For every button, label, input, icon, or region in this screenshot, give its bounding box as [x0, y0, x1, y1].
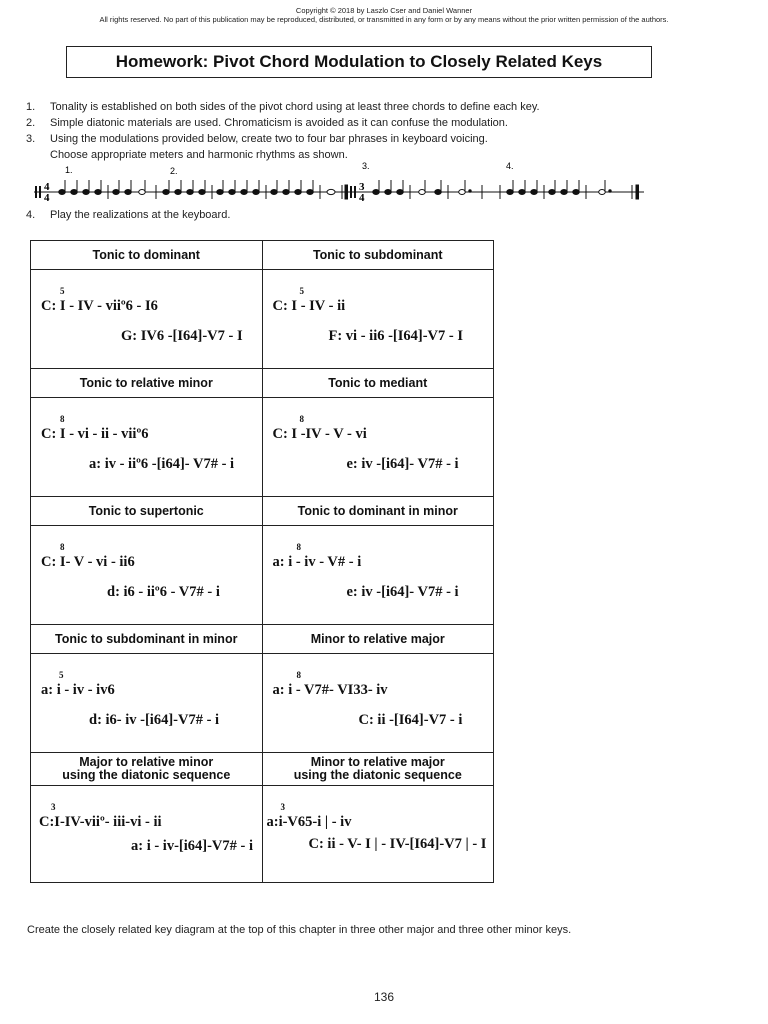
instruction-text: Play the realizations at the keyboard. — [50, 209, 231, 221]
progression-line-1: C: I -IV - V - vi — [272, 426, 367, 442]
progression-line-2: a: iv - iiº6 -[i64]- V7# - i — [89, 456, 235, 472]
modulation-table — [30, 240, 494, 883]
progression-line-2: d: i6- iv -[i64]-V7# - i — [89, 712, 220, 728]
progression-line-1: a: i - V7#- VI33- iv — [272, 682, 388, 698]
progression-line-1: a: i - iv - iv6 — [41, 682, 115, 698]
rhythm-label: 3. — [362, 161, 370, 171]
header-line: using the diatonic sequence — [62, 768, 231, 782]
progression-line-1: a:i-V65-i | - iv — [266, 814, 352, 830]
cell-header: Tonic to dominant in minor — [262, 497, 494, 526]
progression-line-1: C: I - IV - viiº6 - I6 — [41, 298, 158, 314]
cell-tonic-to-relative-minor — [31, 398, 263, 497]
instruction-number: 2. — [26, 117, 36, 129]
cell-tonic-to-subdominant — [262, 270, 494, 369]
table-row — [31, 270, 494, 369]
instruction-number: 1. — [26, 101, 36, 113]
table-header-row — [31, 369, 494, 398]
progression-line-2: d: i6 - iiº6 - V7# - i — [107, 584, 220, 600]
table-header-row — [31, 497, 494, 526]
instruction-number: 4. — [26, 209, 36, 221]
progression-line-1: C: I - vi - ii - viiº6 — [41, 426, 149, 442]
rhythm-label: 1. — [65, 165, 73, 175]
progression-line-1: C: I- V - vi - ii6 — [41, 554, 135, 570]
progression-line-1: a: i - iv - V# - i — [272, 554, 362, 570]
instruction-text: Simple diatonic materials are used. Chromaticism is avoided as it can confuse the modulation. — [50, 117, 508, 129]
copyright-line: Copyright © 2018 by Laszlo Cser and Daniel Wanner — [295, 6, 473, 15]
page-title: Homework: Pivot Chord Modulation to Closely Related Keys — [66, 46, 652, 78]
header-line: using the diatonic sequence — [293, 768, 462, 782]
instruction-text: Using the modulations provided below, create two to four bar phrases in keyboard voicing. — [50, 133, 488, 145]
instruction-item — [26, 131, 540, 147]
header-line: Major to relative minor — [79, 755, 214, 769]
cell-header: Tonic to supertonic — [31, 497, 263, 526]
cell-header: Tonic to dominant — [31, 241, 263, 270]
progression-line-2: a: i - iv-[i64]-V7# - i — [131, 838, 254, 854]
rhythm-label: 4. — [506, 161, 514, 171]
table-header-row — [31, 625, 494, 654]
soprano-position: 3 — [280, 802, 285, 812]
table-row — [31, 786, 494, 883]
instruction-list-end — [26, 207, 230, 223]
table-header-row — [31, 241, 494, 270]
cell-tonic-to-subdominant-in-minor — [31, 654, 263, 753]
time-sig-top: 4 — [44, 181, 50, 193]
table-row — [31, 654, 494, 753]
cell-header: Minor to relative major — [262, 625, 494, 654]
cell-major-to-relative-minor-sequence — [31, 786, 263, 883]
cell-minor-to-relative-major-sequence — [262, 786, 494, 883]
cell-header — [31, 753, 263, 786]
header-line: Minor to relative major — [310, 755, 445, 769]
progression-line-2: C: ii -[I64]-V7 - i — [358, 712, 463, 728]
rights-line: All rights reserved. No part of this publication may be reproduced, distributed, or transmitted in any form or by any means without the prior written permission of the authors. — [99, 15, 669, 24]
table-row — [31, 526, 494, 625]
soprano-position: 8 — [60, 542, 65, 552]
progression-line-1: C: I - IV - ii — [272, 298, 346, 314]
instruction-text: Choose appropriate meters and harmonic rhythms as shown. — [50, 149, 348, 161]
instruction-item — [26, 99, 540, 115]
instruction-number: 3. — [26, 133, 36, 145]
cell-header: Tonic to subdominant in minor — [31, 625, 263, 654]
rhythm-label: 2. — [170, 166, 178, 176]
soprano-position: 8 — [296, 670, 301, 680]
instruction-item — [26, 207, 230, 223]
soprano-position: 5 — [299, 286, 304, 296]
table-header-row — [31, 753, 494, 786]
soprano-position: 8 — [296, 542, 301, 552]
rhythm-staff-svg — [28, 160, 650, 206]
copyright-notice — [0, 6, 768, 24]
progression-line-2: e: iv -[i64]- V7# - i — [346, 584, 459, 600]
soprano-position: 8 — [299, 414, 304, 424]
rhythm-staff — [28, 160, 650, 206]
soprano-position: 3 — [51, 802, 56, 812]
cell-tonic-to-mediant — [262, 398, 494, 497]
cell-tonic-to-dominant-in-minor — [262, 526, 494, 625]
instruction-text: Tonality is established on both sides of the pivot chord using at least three chords to define each key. — [50, 101, 540, 113]
example-1-notes — [59, 180, 348, 199]
example-3-4-notes — [373, 180, 639, 199]
cell-tonic-to-supertonic — [31, 526, 263, 625]
page-number: 136 — [373, 990, 395, 1004]
cell-tonic-to-dominant — [31, 270, 263, 369]
progression-line-2: C: ii - V- I | - IV-[I64]-V7 | - I — [308, 836, 487, 852]
instruction-list — [26, 99, 540, 163]
time-sig-bottom: 4 — [359, 192, 365, 204]
cell-header: Tonic to relative minor — [31, 369, 263, 398]
cell-header: Tonic to mediant — [262, 369, 494, 398]
progression-line-2: e: iv -[i64]- V7# - i — [346, 456, 459, 472]
soprano-position: 5 — [60, 286, 65, 296]
percussion-clef — [35, 186, 37, 198]
footnote: Create the closely related key diagram at the top of this chapter in three other major and three other minor keys. — [27, 924, 572, 936]
time-sig-top: 3 — [359, 181, 365, 193]
cell-header — [262, 753, 494, 786]
cell-header: Tonic to subdominant — [262, 241, 494, 270]
instruction-item — [26, 115, 540, 131]
progression-line-2: G: IV6 -[I64]-V7 - I — [121, 328, 243, 344]
cell-minor-to-relative-major — [262, 654, 494, 753]
soprano-position: 8 — [60, 414, 65, 424]
progression-line-2: F: vi - ii6 -[I64]-V7 - I — [328, 328, 464, 344]
progression-line-1: C:I-IV-viiº- iii-vi - ii — [39, 814, 162, 830]
soprano-position: 5 — [59, 670, 64, 680]
time-sig-bottom: 4 — [44, 192, 50, 204]
table-row — [31, 398, 494, 497]
